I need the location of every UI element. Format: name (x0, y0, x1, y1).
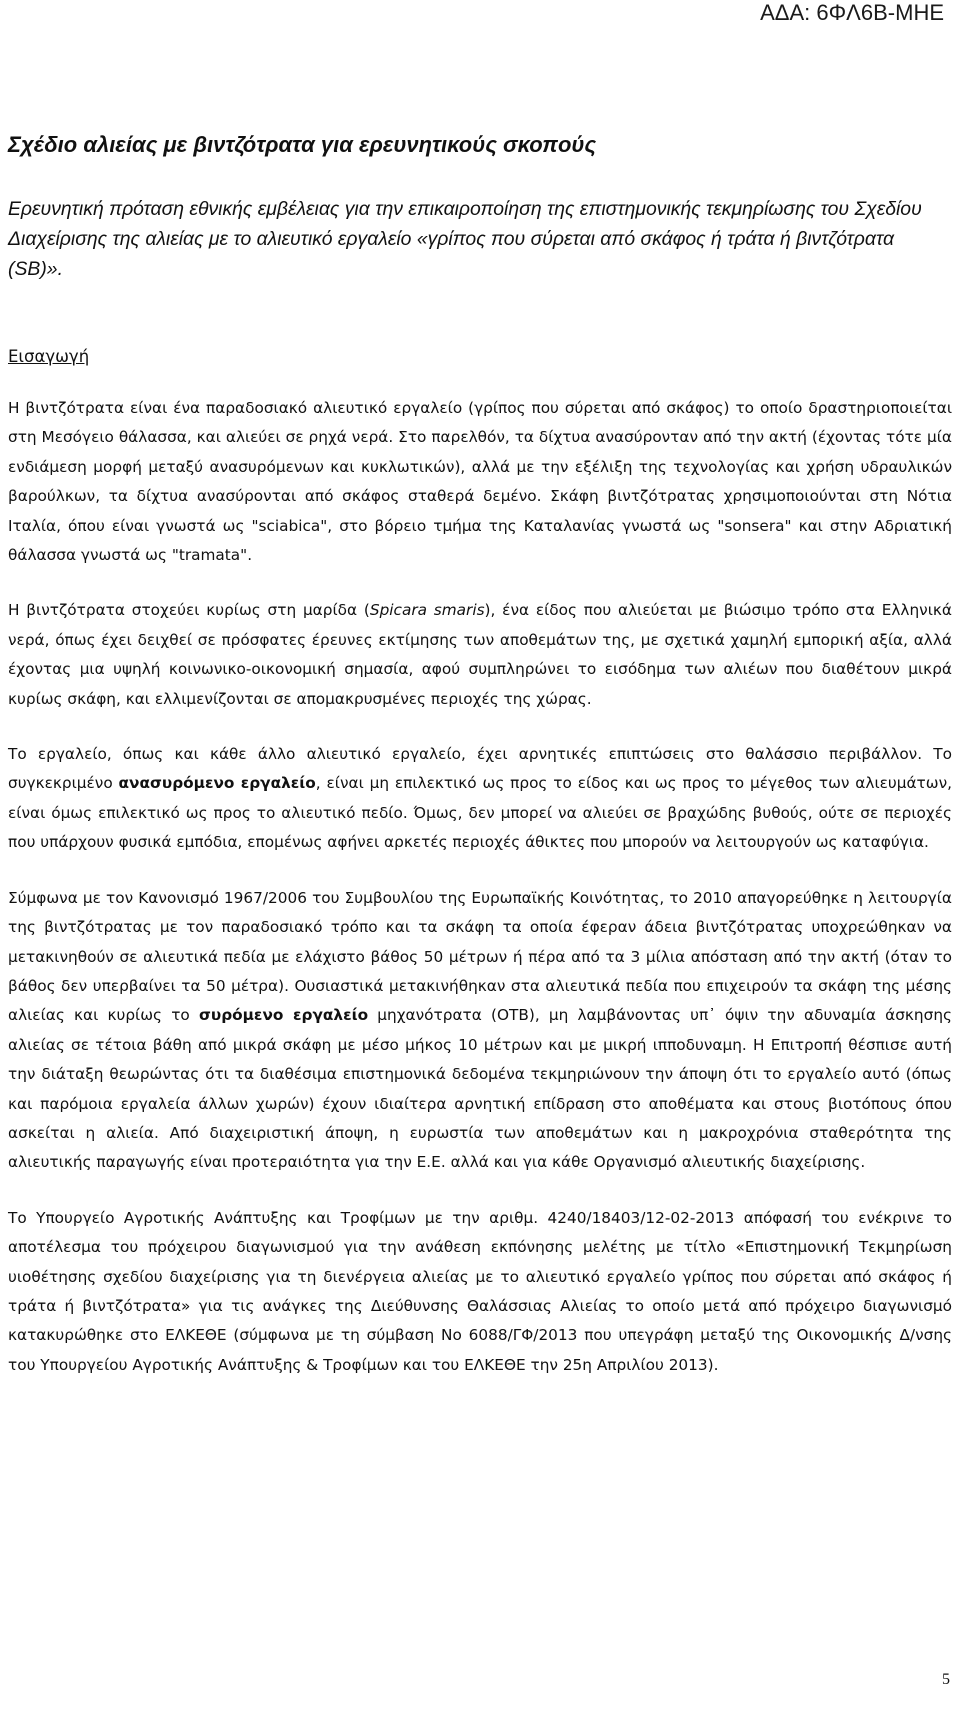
paragraph-3-part-2: , είναι μη επιλεκτικό ως προς το είδος και ως προς το μέγεθος των αλιευμάτων, είναι όμως επιλεκτικό ως προς το αλιευτικό πεδίο. Όμως, δεν μπορεί να αλιεύει σε βραχώδης βυθούς, ούτε σε περιοχές που υπάρχουν φυσικά εμπόδια, επομένως αφήνει αρκετές περιοχές άθικτες που μπορούν να λειτουργούν ως καταφύγια. (8, 774, 952, 852)
species-name: Spicara smaris (369, 601, 485, 620)
document-subtitle: Ερευνητική πρόταση εθνικής εμβέλειας για την επικαιροποίηση της επιστημονικής τεκμηρίωσης του Σχεδίου Διαχείρισης της αλιείας με το αλιευτικό εργαλείο «γρίπος που σύρεται από σκάφος ή τράτα ή βιντζότρατα (SB)». (8, 198, 922, 280)
paragraph-3 (8, 740, 952, 858)
paragraph-2-part-2: ), ένα είδος που αλιεύεται με βιώσιμο τρόπο στα Ελληνικά νερά, όπως έχει δειχθεί σε πρόσφατες έρευνες εκτίμησης των αποθεμάτων της, με σχετικά χαμηλή εμπορική αξία, αλλά έχοντας μια υψηλή κοινωνικο-οικονομική σημασία, αφού συμπληρώνει το εισόδημα των αλιέων που διαθέτουν μικρά κυρίως σκάφη, και ελλιμενίζονται σε απομακρυσμένες περιοχές της χώρας. (8, 601, 952, 708)
paragraph-4 (8, 884, 952, 1178)
bold-term-towed-gear: συρόμενο εργαλείο (198, 1006, 369, 1025)
paragraph-4-part-2: μηχανότρατα (ΟΤΒ), μη λαμβάνοντας υπ᾽ όψιν την αδυναμία άσκησης αλιείας σε τέτοια βάθη από μικρά σκάφη με μέσο μήκος 10 μέτρων και με μικρή ιπποδυναμη. Η Επιτροπή θέσπισε αυτή την διάταξη θεωρώντας ότι τα διαθέσιμα επιστημονικά δεδομένα τεκμηριώνουν την άποψη ότι το εργαλείο αυτό (όπως και παρόμοια εργαλεία άλλων χωρών) έχουν ιδιαίτερα αρνητική επίδραση στο αποθέματα και στους βιοτόπους όπου ασκείται η αλιεία. Από διαχειριστική άποψη, η ευρωστία των αποθεμάτων και η μακροχρόνια σταθερότητα της αλιευτικής παραγωγής είναι προτεραιότητα για την Ε.Ε. αλλά και για κάθε Οργανισμό αλιευτικής διαχείρισης. (8, 1006, 952, 1172)
ada-code: ΑΔΑ: 6ΦΛ6Β-ΜΗΕ (760, 0, 944, 25)
document-title: Σχέδιο αλιείας με βιντζότρατα για ερευνητικούς σκοπούς (8, 132, 597, 157)
page-number: 5 (942, 1671, 950, 1688)
paragraph-4-part-1: Σύμφωνα με τον Κανονισμό 1967/2006 του Συμβουλίου της Ευρωπαϊκής Κοινότητας, το 2010 απαγορεύθηκε η λειτουργία της βιντζότρατας με τον παραδοσιακό τρόπο και τα σκάφη τα οποία έφεραν άδεια βιντζότρατας υποχρεώθηκαν να μετακινηθούν σε αλιευτικά πεδία με ελάχιστο βάθος 50 μέτρων ή πέρα από τα 3 μίλια απόσταση από την ακτή (όταν το βάθος δεν υπερβαίνει τα 50 μέτρα). Ουσιαστικά μετακινήθηκαν στα αλιευτικά πεδία που επιχειρούν τα σκάφη της μέσης αλιείας και κυρίως το (8, 888, 952, 1025)
paragraph-2 (8, 596, 952, 714)
paragraph-3-part-1: Το εργαλείο, όπως και κάθε άλλο αλιευτικό εργαλείο, έχει αρνητικές επιπτώσεις στο θαλάσσιο περιβάλλον. Το συγκεκριμένο (8, 745, 952, 793)
bold-term-retrieved-gear: ανασυρόμενο εργαλείο (118, 774, 316, 793)
paragraph-5: Το Υπουργείο Αγροτικής Ανάπτυξης και Τροφίμων με την αριθμ. 4240/18403/12-02-2013 απόφασή του ενέκρινε το αποτέλεσμα του πρόχειρου διαγωνισμού για την ανάθεση εκπόνησης μελέτης με τίτλο «Επιστημονική Τεκμηρίωση υιοθέτησης σχεδίου διαχείρισης για τη διενέργεια αλιείας με το αλιευτικό εργαλείο γρίπος που σύρεται από σκάφος ή τράτα ή βιντζότρατα» για τις ανάγκες της Διεύθυνσης Θαλάσσιας Αλιείας το οποίο μετά από πρόχειρο διαγωνισμό κατακυρώθηκε στο ΕΛΚΕΘΕ (σύμφωνα με τη σύμβαση Νο 6088/ΓΦ/2013 που υπεγράφη μεταξύ της Οικονομικής Δ/νσης του Υπουργείου Αγροτικής Ανάπτυξης & Τροφίμων και του ΕΛΚΕΘΕ την 25η Απριλίου 2013). (8, 1208, 952, 1374)
document-content (8, 130, 952, 1406)
paragraph-2-part-1: Η βιντζότρατα στοχεύει κυρίως στη μαρίδα ( (8, 601, 370, 620)
section-heading-introduction: Εισαγωγή (8, 347, 90, 366)
paragraph-1: Η βιντζότρατα είναι ένα παραδοσιακό αλιευτικό εργαλείο (γρίπος που σύρεται από σκάφος) το οποίο δραστηριοποιείται στη Μεσόγειο θάλασσα, και αλιεύει σε ρηχά νερά. Στο παρελθόν, τα δίχτυα ανασύρονταν από την ακτή (έχοντας τότε μία ενδιάμεση μορφή μεταξύ ανασυρόμενων και κυκλωτικών), αλλά με την εξέλιξη της τεχνολογίας και χρήση υδραυλικών βαρούλκων, τα δίχτυα ανασύρονται από σκάφος σταθερά δεμένο. Σκάφη βιντζότρατας χρησιμοποιούνται στη Νότια Ιταλία, όπου είναι γνωστά ως "sciabica", στο βόρειο τμήμα της Καταλανίας γνωστά ως "sonsera" και στην Αδριατική θάλασσα γνωστά ως "tramata". (8, 399, 952, 565)
